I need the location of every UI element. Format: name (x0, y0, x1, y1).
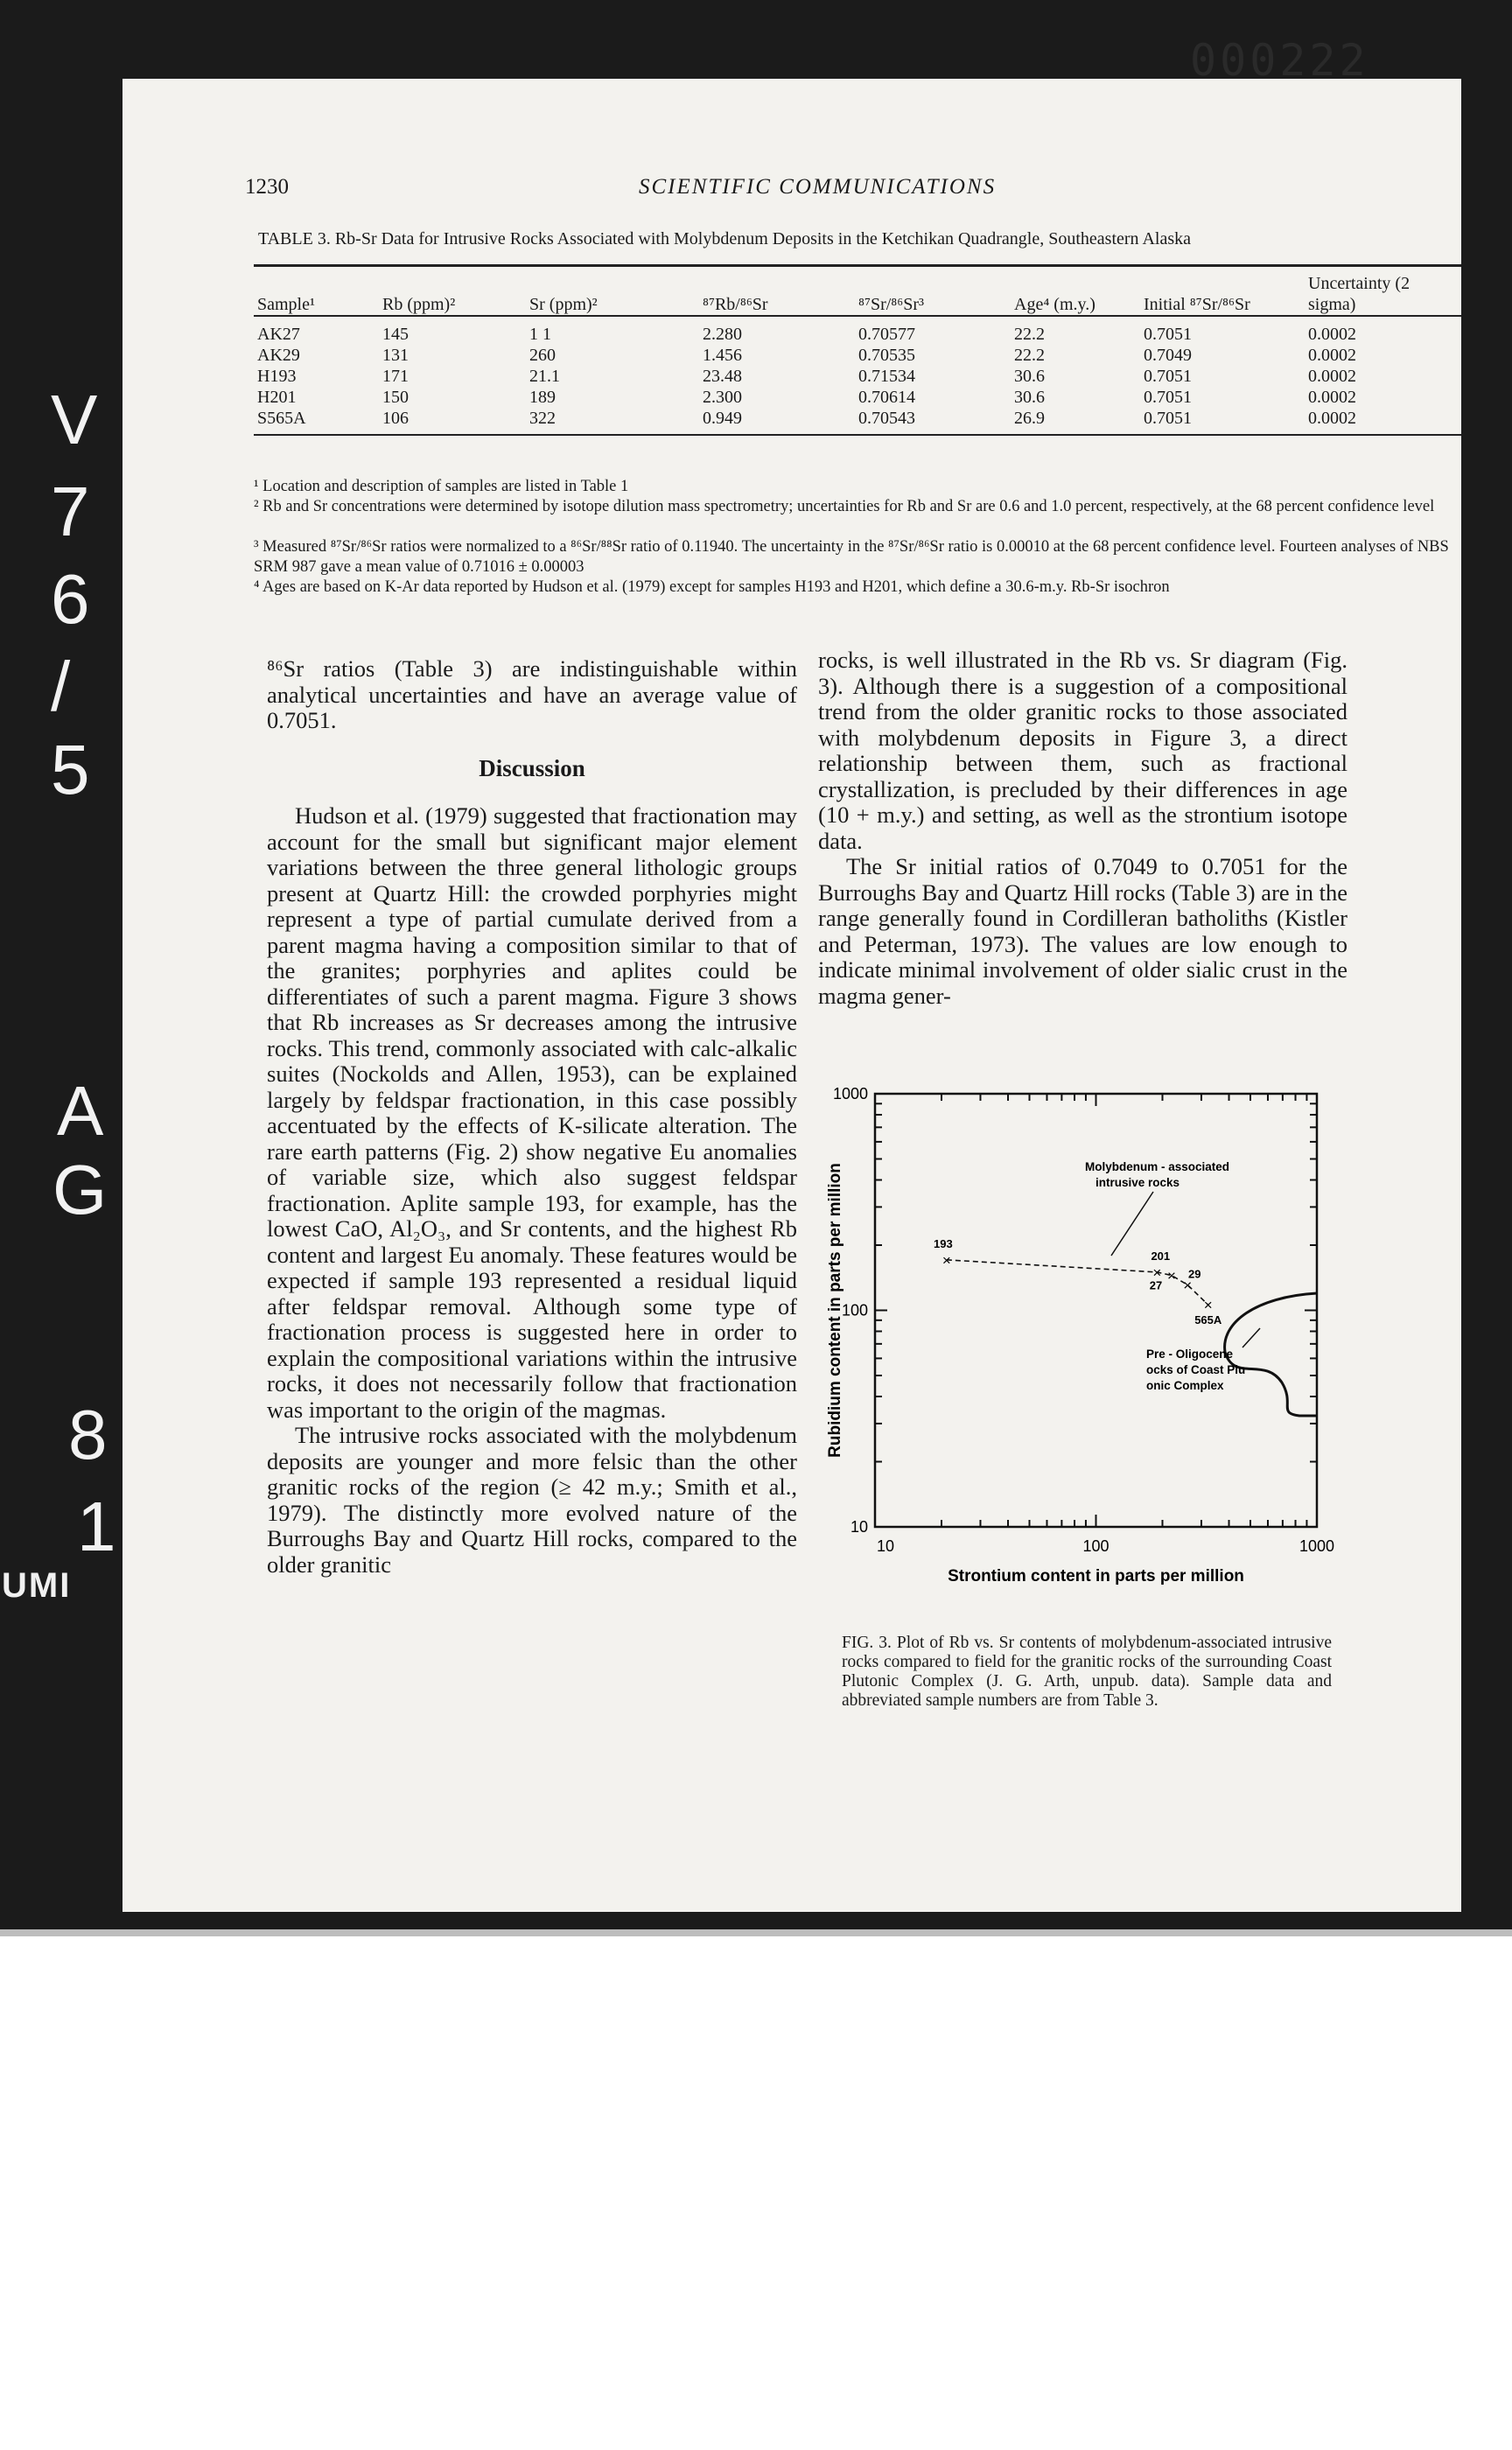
group-label-moly: intrusive rocks (1096, 1176, 1180, 1189)
cell: 0.7049 (1144, 346, 1192, 365)
cell: 23.48 (703, 367, 742, 386)
table-row (254, 345, 1461, 366)
right-column (818, 648, 1348, 1009)
cell: 21.1 (529, 367, 560, 386)
cell: 0.0002 (1308, 325, 1356, 344)
table-row (254, 324, 1461, 345)
cell: H201 (257, 388, 297, 407)
group-label-coast: ocks of Coast Plu (1146, 1363, 1246, 1376)
point-label: 565A (1194, 1313, 1222, 1327)
strip-char: 1 (77, 1488, 116, 1565)
sample-point: × (1152, 1264, 1162, 1281)
table-row (254, 366, 1461, 387)
cell: 0.7051 (1144, 367, 1192, 386)
paragraph: The intrusive rocks associated with the molybdenum deposits are younger and more felsic than the other granitic rocks of the region (≥ 42 m.y.; Smith et al., 1979). The distinctly more evolved nature of the Burroughs Bay and Quartz Hill rocks, compared to the older granitic (267, 1422, 797, 1578)
frame-number: 000222 (1190, 35, 1369, 86)
strip-char: 6 (51, 560, 90, 638)
coast-plutonic-field (1225, 1293, 1317, 1416)
cell: 150 (382, 388, 409, 407)
x-tick-label: 100 (1082, 1537, 1110, 1555)
cell: 0.0002 (1308, 367, 1356, 386)
footnote: ⁴ Ages are based on K-Ar data reported by Hudson et al. (1979) except for samples H193 and H201, which define a 30.6-m.y. Rb-Sr isochron (254, 578, 1170, 596)
x-tick-label: 1000 (1298, 1537, 1335, 1555)
cell: 30.6 (1014, 367, 1045, 386)
sample-point: × (1183, 1277, 1193, 1294)
strip-char: A (57, 1072, 104, 1150)
cell: 0.70577 (858, 325, 915, 344)
left-column (267, 656, 797, 1578)
sample-point: × (1203, 1297, 1213, 1314)
x-tick-label: 10 (876, 1537, 895, 1555)
cell: 26.9 (1014, 409, 1045, 428)
cell: 0.0002 (1308, 346, 1356, 365)
point-label: 29 (1188, 1267, 1201, 1281)
cell: 0.70535 (858, 346, 915, 365)
y-axis-label: Rubidium content in parts per million (826, 1163, 844, 1458)
rb-sr-table (254, 273, 1461, 436)
strip-char: 8 (68, 1396, 108, 1474)
rb-vs-sr-chart (822, 1054, 1365, 1628)
sample-point: × (1166, 1267, 1176, 1284)
y-tick-label: 1000 (832, 1085, 868, 1102)
cell: 145 (382, 325, 409, 344)
cell: 189 (529, 388, 556, 407)
umi-mark: UMI (2, 1566, 72, 1605)
th-sr: Sr (ppm)² (529, 295, 598, 314)
cell: 131 (382, 346, 409, 365)
cell: 30.6 (1014, 388, 1045, 407)
th-initial: Initial ⁸⁷Sr/⁸⁶Sr (1144, 295, 1250, 314)
cell: 0.949 (703, 409, 742, 428)
label-leader (1111, 1192, 1153, 1256)
strip-char: 5 (51, 731, 90, 808)
sample-point: × (942, 1251, 951, 1269)
page-number: 1230 (245, 175, 289, 199)
cell: 0.70614 (858, 388, 915, 407)
cell: 0.0002 (1308, 409, 1356, 428)
x-axis-label: Strontium content in parts per million (948, 1567, 1244, 1586)
point-label: 27 (1149, 1278, 1163, 1292)
paragraph: rocks, is well illustrated in the Rb vs. Sr diagram (Fig. 3). Although there is a suggestion of a compositional trend from the older granitic rocks to those associated with molybdenum deposits in Figure 3, a direct relationship between them, such as fractional crystallization, is precluded by their differences in age (10 + m.y.) and setting, as well as the strontium isotope data. (818, 647, 1348, 854)
cell: 0.7051 (1144, 388, 1192, 407)
th-sr-ratio: ⁸⁷Sr/⁸⁶Sr³ (858, 295, 925, 314)
footnote: ² Rb and Sr concentrations were determined by isotope dilution mass spectrometry; uncertainties for Rb and Sr are 0.6 and 1.0 percent, respectively, at the 68 percent confidence level (254, 498, 1435, 515)
th-uncertainty: Uncertainty (2 sigma) (1308, 274, 1410, 314)
strip-char: V (51, 381, 98, 458)
th-sample: Sample¹ (257, 295, 315, 314)
running-head: SCIENTIFIC COMMUNICATIONS (639, 175, 997, 199)
cell: 1 1 (529, 325, 551, 344)
cell: S565A (257, 409, 306, 428)
group-label-coast: Pre - Oligocene (1146, 1348, 1234, 1361)
cell: 22.2 (1014, 325, 1045, 344)
footnote: ¹ Location and description of samples are listed in Table 1 (254, 478, 629, 495)
group-label-moly: Molybdenum - associated (1085, 1160, 1230, 1173)
cell: 1.456 (703, 346, 742, 365)
point-label: 193 (934, 1236, 953, 1250)
table-top-rule (254, 264, 1461, 267)
table-title: TABLE 3. Rb-Sr Data for Intrusive Rocks Associated with Molybdenum Deposits in the Ketchikan Quadrangle, Southeastern Alaska (258, 229, 1191, 248)
cell: 171 (382, 367, 409, 386)
group-label-coast: onic Complex (1146, 1379, 1224, 1392)
cell: 2.280 (703, 325, 742, 344)
section-heading: Discussion (479, 754, 585, 781)
cell: 106 (382, 409, 409, 428)
strip-char: G (52, 1151, 108, 1228)
point-label: 201 (1151, 1249, 1171, 1263)
cell: H193 (257, 367, 297, 386)
cell: 22.2 (1014, 346, 1045, 365)
paragraph: Hudson et al. (1979) suggested that fractionation may account for the small but significant major element variations between the three general lithologic groups present at Quartz Hill: the crowded porphyries might represent a type of partial cumulate derived from a parent magma having a composition similar to that of the granites; porphyries and aplites could be differentiates of such a parent magma. Figure 3 shows that Rb increases as Sr decreases among the intrusive rocks. This trend, commonly associated with calc-alkalic suites (Nockolds and Allen, 1953), can be explained largely by feldspar fractionation, in this case possibly accentuated by the effects of K-silicate alteration. The rare earth patterns (Fig. 2) show negative Eu anomalies of variable size, which also suggest feldspar fractionation. Aplite sample 193, for example, has the lowest CaO, Al₂O₃, and Sr contents, and the highest Rb content and largest Eu anomaly. These features would be expected if sample 193 represented a residual liquid after feldspar removal. Although some type of fractionation process is suggested here in order to explain the compositional variations within the intrusive rocks, it does not necessarily follow that fractionation was important to the origin of the magmas. (267, 802, 797, 1423)
footnote: ³ Measured ⁸⁷Sr/⁸⁶Sr ratios were normalized to a ⁸⁶Sr/⁸⁸Sr ratio of 0.11940. The uncertainty in the ⁸⁷Sr/⁸⁶Sr ratio is 0.00010 at the 68 percent confidence level. Fourteen analyses of NBS SRM 987 gave a mean value of 0.71016 ± 0.00003 (254, 538, 1449, 576)
film-edge (0, 1929, 1512, 1936)
paragraph: ⁸⁶Sr ratios (Table 3) are indistinguishable within analytical uncertainties and have an average value of 0.7051. (267, 655, 797, 733)
th-rb-sr-ratio: ⁸⁷Rb/⁸⁶Sr (703, 295, 768, 314)
cell: 0.0002 (1308, 388, 1356, 407)
table-row (254, 387, 1461, 408)
label-leader (1242, 1328, 1260, 1348)
th-age: Age⁴ (m.y.) (1014, 295, 1096, 314)
y-tick-label: 100 (841, 1301, 868, 1320)
cell: AK29 (257, 346, 300, 365)
cell: 0.7051 (1144, 409, 1192, 428)
cell: 2.300 (703, 388, 742, 407)
th-rb: Rb (ppm)² (382, 295, 456, 314)
paragraph: The Sr initial ratios of 0.7049 to 0.7051 for the Burroughs Bay and Quartz Hill rocks (Table 3) are in the range generally found in Cordilleran batholiths (Kistler and Peterman, 1973). The values are low enough to indicate minimal involvement of older sialic crust in the magma gener- (818, 853, 1348, 1009)
cell: AK27 (257, 325, 300, 344)
figure-caption: FIG. 3. Plot of Rb vs. Sr contents of molybdenum-associated intrusive rocks compared to field for the granitic rocks of the surrounding Coast Plutonic Complex (J. G. Arth, unpub. data). Sample data and abbreviated sample numbers are from Table 3. (842, 1634, 1332, 1710)
journal-page (122, 35, 1461, 1912)
y-tick-label: 10 (850, 1518, 868, 1536)
cell: 0.70543 (858, 409, 915, 428)
cell: 322 (529, 409, 556, 428)
cell: 0.71534 (858, 367, 915, 386)
strip-char: 7 (51, 472, 90, 550)
table-row (254, 408, 1461, 429)
cell: 260 (529, 346, 556, 365)
table-header-row (254, 273, 1461, 316)
strip-char: / (51, 648, 71, 725)
cell: 0.7051 (1144, 325, 1192, 344)
